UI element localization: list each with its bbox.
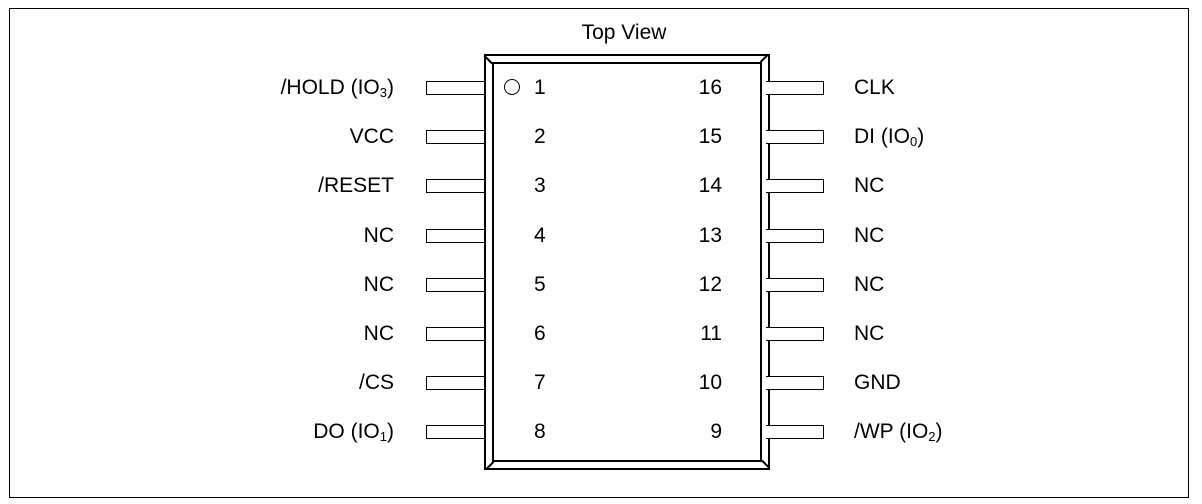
pin-lead bbox=[766, 278, 824, 292]
pin-number: 12 bbox=[698, 272, 722, 296]
pin-name bbox=[359, 371, 394, 395]
pin-label-text: VCC bbox=[349, 125, 394, 149]
pin-name bbox=[854, 322, 884, 346]
pin-label-text: DI (IO bbox=[854, 125, 910, 149]
pin-number: 11 bbox=[700, 322, 722, 345]
pin-number: 9 bbox=[710, 420, 722, 444]
pin-name bbox=[350, 125, 394, 149]
pin-label-text: NC bbox=[854, 272, 885, 296]
pin-number: 4 bbox=[534, 223, 546, 247]
pin-name bbox=[854, 273, 884, 297]
pin-name bbox=[313, 420, 394, 449]
pin-label-subscript: 3 bbox=[379, 85, 387, 100]
pin-name bbox=[854, 125, 924, 154]
pin-label-tail: ) bbox=[387, 420, 394, 444]
pin-label-text: /CS bbox=[358, 371, 394, 395]
pin-name bbox=[318, 174, 394, 198]
pin-number: 14 bbox=[698, 174, 722, 198]
pin-label-text: NC bbox=[363, 223, 394, 247]
pin-label-tail: ) bbox=[387, 76, 394, 99]
pin-number: 2 bbox=[534, 125, 546, 149]
pin-label-text: NC bbox=[854, 322, 885, 345]
pin-lead bbox=[766, 327, 824, 341]
pin-name bbox=[854, 76, 895, 100]
pin-label-text: GND bbox=[854, 371, 901, 395]
pin-lead bbox=[766, 229, 824, 243]
pin-lead bbox=[426, 229, 484, 243]
pin-label-text: /HOLD (IO bbox=[280, 76, 380, 99]
pin-number: 5 bbox=[534, 272, 546, 296]
pin-number: 3 bbox=[534, 174, 546, 198]
pin-lead bbox=[766, 425, 824, 439]
pin-number: 7 bbox=[534, 371, 546, 395]
pin-label-text: NC bbox=[854, 174, 885, 198]
pin-lead bbox=[766, 179, 824, 193]
pin-name bbox=[364, 273, 394, 297]
pin-number: 16 bbox=[698, 76, 722, 99]
pin-number: 15 bbox=[698, 125, 722, 149]
pin-number: 6 bbox=[534, 322, 546, 345]
diagram-title: Top View bbox=[581, 21, 667, 44]
pin-name bbox=[854, 420, 943, 449]
pin-label-text: CLK bbox=[854, 76, 895, 99]
pin-lead bbox=[766, 376, 824, 390]
pin-label-subscript: 0 bbox=[910, 134, 918, 150]
pin-number: 10 bbox=[698, 371, 722, 395]
pin-lead bbox=[426, 425, 484, 439]
pin-label-tail: ) bbox=[935, 420, 943, 444]
pin-label-text: NC bbox=[363, 322, 394, 345]
pin-name bbox=[854, 224, 884, 248]
pin-number: 1 bbox=[534, 76, 546, 99]
pin-label-tail: ) bbox=[917, 125, 925, 149]
pin-lead bbox=[426, 130, 484, 144]
pin-name bbox=[364, 322, 394, 346]
pin-lead bbox=[426, 376, 484, 390]
pin-label-text: NC bbox=[854, 223, 885, 247]
pin-number: 13 bbox=[698, 223, 722, 247]
pin-name bbox=[364, 224, 394, 248]
pin-number: 8 bbox=[534, 420, 546, 444]
chip-body-inner-outline bbox=[492, 62, 762, 462]
pin-label-subscript: 2 bbox=[928, 429, 936, 445]
pin-lead bbox=[426, 278, 484, 292]
pin-label-text: NC bbox=[363, 272, 394, 296]
pin1-indicator-icon bbox=[504, 79, 520, 95]
pin-name bbox=[854, 174, 884, 198]
pin-lead bbox=[766, 130, 824, 144]
pin-lead bbox=[426, 327, 484, 341]
pin-lead bbox=[766, 81, 824, 95]
pin-label-text: DO (IO bbox=[313, 420, 380, 444]
pin-label-subscript: 1 bbox=[379, 429, 387, 445]
pin-label-text: /RESET bbox=[318, 174, 394, 198]
pin-lead bbox=[426, 81, 484, 95]
pin-name bbox=[281, 76, 394, 105]
pin-name bbox=[854, 371, 901, 395]
pin-lead bbox=[426, 179, 484, 193]
pin-label-text: /WP (IO bbox=[854, 420, 929, 444]
